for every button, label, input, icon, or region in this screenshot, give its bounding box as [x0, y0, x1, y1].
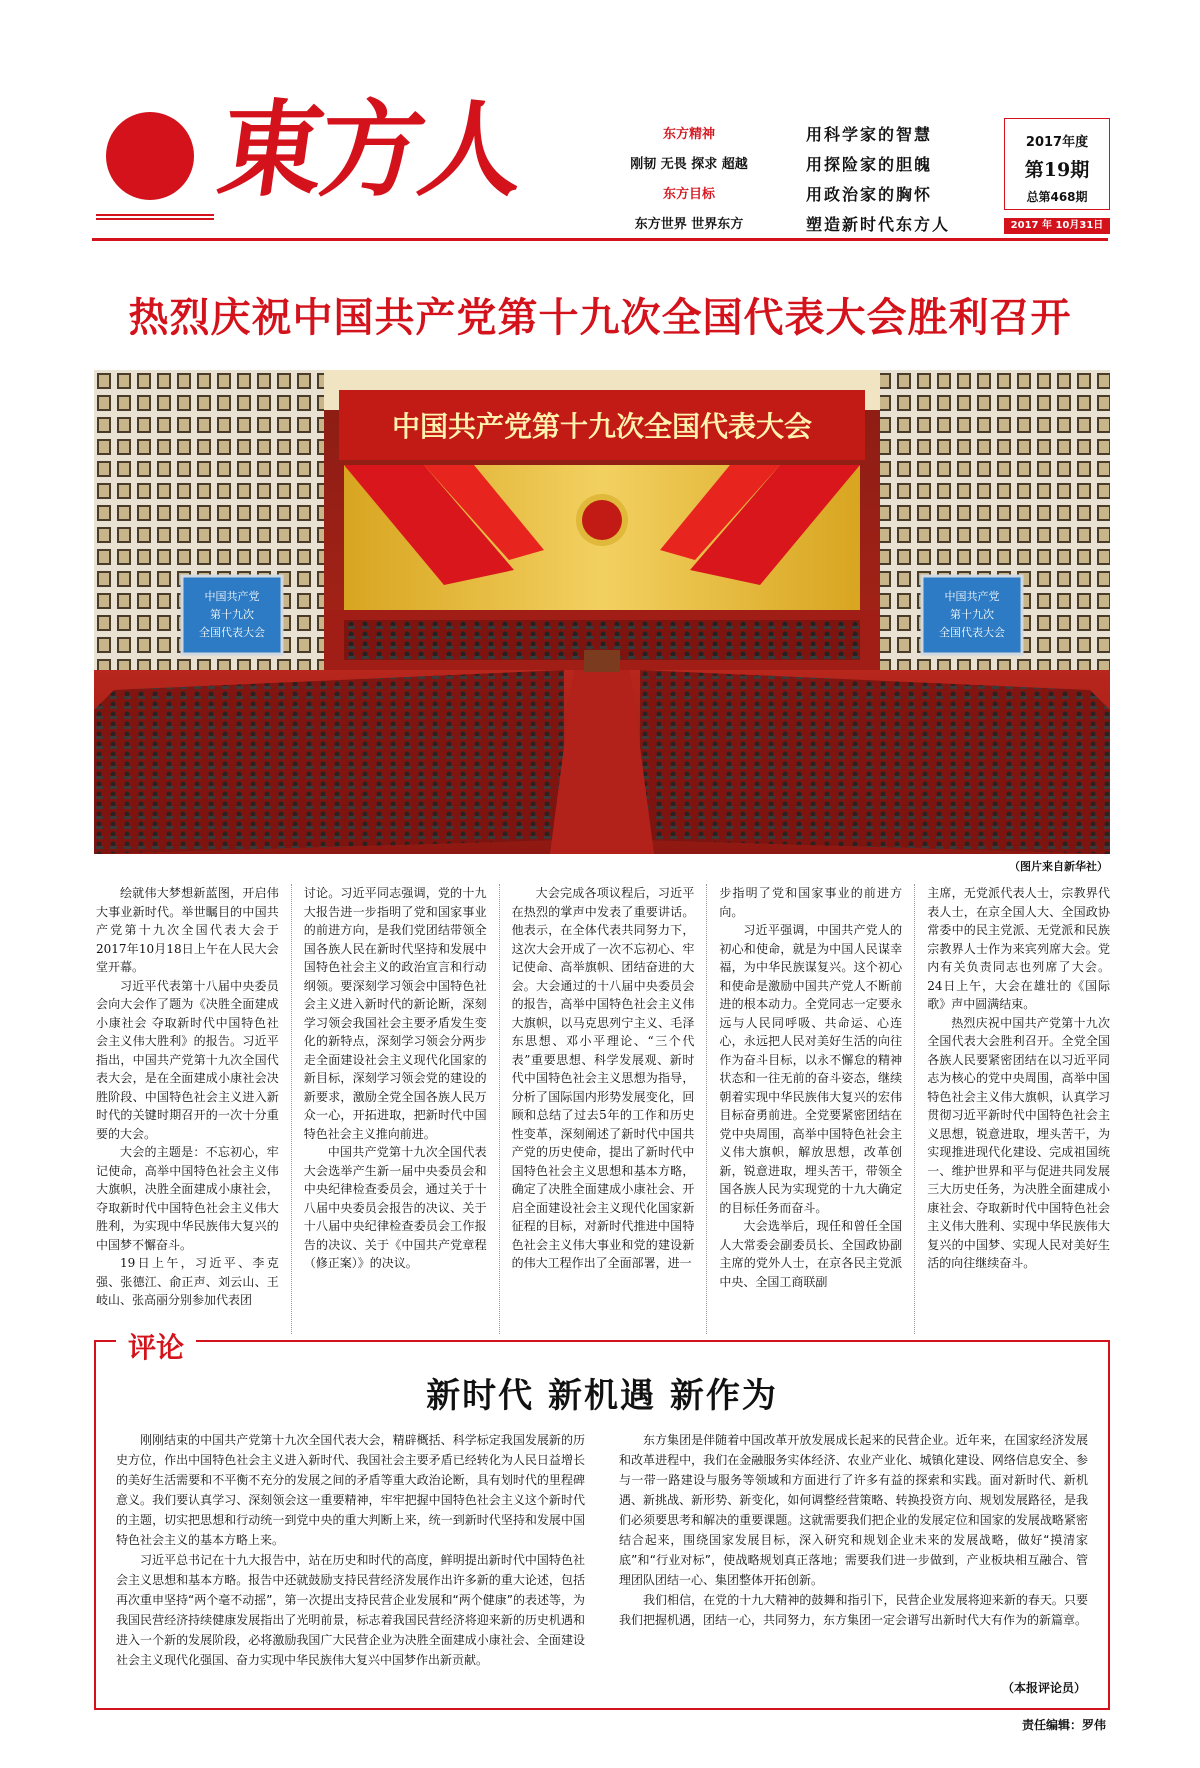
- issue-number: 第19期: [1024, 159, 1090, 181]
- slogan-line: 用科学家的智慧: [806, 125, 933, 144]
- commentary-box: [94, 1331, 1110, 1710]
- hall-banner-text: 中国共产党第十九次全国代表大会: [391, 410, 813, 443]
- slogan-block: [806, 122, 950, 242]
- masthead: [0, 0, 1200, 250]
- article-paragraph: 绘就伟大梦想新蓝图，开启伟大事业新时代。举世瞩目的中国共产党第十九次全国代表大会于2017年10月18日上午在人民大会堂开幕。: [96, 886, 279, 974]
- logo-base-lines: [96, 214, 214, 220]
- article-paragraph: 19日上午，习近平、李克强、张德江、俞正声、刘云山、王岐山、张高丽分别参加代表团: [96, 1256, 279, 1307]
- article-column: [96, 884, 292, 1334]
- commentary-paragraph: 东方集团是伴随着中国改革开放发展成长起来的民营企业。近年来，在国家经济发展和改革进程中，我们在金融服务实体经济、农业产业化、城镇化建设、网络信息安全、参与一带一路建设与服务等领域和方面进行了许多有益的探索和实践。面对新时代、新机遇、新挑战、新形势、新变化，如何调整经营策略、转换投资方向、规划发展路径，是我们必须要思考和解决的重要课题。这就需要我们把企业的发展定位和国家的发展战略紧密结合起来，围绕国家发展目标，深入研究和规划企业未来的发展战略，做好“摸清家底”和“行业对标”，使战略规划真正落地；需要我们进一步做到，产业板块相互融合、管理团队团结一心、集团整体开拓创新。: [619, 1433, 1088, 1587]
- congress-hall-photo: [94, 370, 1110, 854]
- issue-date: 2017 年 10月31日: [1004, 218, 1110, 234]
- article-column: [500, 884, 708, 1334]
- commentary-paragraph: 我们相信，在党的十九大精神的鼓舞和指引下，民营企业发展将迎来新的春天。只要我们把握机遇，团结一心，共同努力，东方集团一定会谱写出新时代大有作为的新篇章。: [619, 1593, 1088, 1627]
- masthead-rule: [92, 238, 1108, 241]
- article-column: [915, 884, 1110, 1334]
- left-screen-line: 中国共产党: [204, 590, 260, 603]
- main-article: [96, 884, 1110, 1334]
- article-paragraph: 大会完成各项议程后，习近平在热烈的掌声中发表了重要讲话。他表示，在全体代表共同努力下，这次大会开成了一次不忘初心、牢记使命、高举旗帜、团结奋进的大会。大会通过的十八届中央委员会的报告，高举中国特色社会主义伟大旗帜，以马克思列宁主义、毛泽东思想、邓小平理论、“三个代表”重要思想、科学发展观、新时代中国特色社会主义思想为指导，分析了国际国内形势发展变化，回顾和总结了过去5年的工作和历史性变革，深刻阐述了新时代中国共产党的历史使命，提出了新时代中国特色社会主义思想和基本方略，确定了决胜全面建成小康社会、开启全面建设社会主义现代化国家新征程的目标，对新时代推进中国特色社会主义伟大事业和党的建设新的伟大工程作出了全面部署，进一: [511, 886, 695, 1270]
- commentary-title: 新时代 新机遇 新作为: [426, 1376, 778, 1416]
- commentary-author: （本报评论员）: [1001, 1681, 1086, 1695]
- podium: [584, 650, 620, 672]
- article-column: [707, 884, 915, 1334]
- motto-heading-spirit: 东方精神: [662, 127, 715, 142]
- motto-block: [614, 128, 764, 248]
- motto-line-goal: 东方世界 世界东方: [634, 217, 744, 232]
- article-paragraph: 主席，无党派代表人士，宗教界代表人士，在京全国人大、全国政协常委中的民主党派、无党派和民族宗教界人士作为来宾列席大会。党内有关负责同志也列席了大会。24日上午，大会在雄壮的《国际歌》声中圆满结束。: [927, 886, 1110, 1011]
- left-screen-line: 第十九次: [210, 608, 254, 621]
- photo-credit: （图片来自新华社）: [1009, 860, 1108, 873]
- left-screen-line: 全国代表大会: [199, 626, 265, 639]
- right-screen-line: 第十九次: [950, 608, 994, 621]
- slogan-line: 用政治家的胸怀: [806, 185, 933, 204]
- article-paragraph: 大会选举后，现任和曾任全国人大常委会副委员长、全国政协副主席的党外人士，在京各民主党派中央、全国工商联副: [719, 1219, 903, 1289]
- motto-heading-goal: 东方目标: [662, 187, 715, 202]
- commentary-tag: 评论: [116, 1326, 196, 1366]
- responsible-editor: 责任编辑：罗伟: [1021, 1718, 1106, 1732]
- slogan-line: 用探险家的胆魄: [806, 155, 933, 174]
- congress-hall-illustration: [94, 370, 1110, 854]
- slogan-line: 塑造新时代东方人: [806, 215, 951, 234]
- issue-box: [1004, 118, 1110, 210]
- commentary-paragraph: 刚刚结束的中国共产党第十九次全国代表大会，精辟概括、科学标定我国发展新的历史方位，作出中国特色社会主义进入新时代、我国社会主要矛盾已经转化为人民日益增长的美好生活需要和不平衡不充分的发展之间的矛盾等重大政治论断，具有划时代的里程碑意义。我们要认真学习、深刻领会这一重要精神，牢牢把握中国特色社会主义这个新时代的主题，切实把思想和行动统一到党中央的重大判断上来，统一到新时代坚持和发展中国特色社会主义的基本方略上来。: [116, 1433, 585, 1547]
- article-paragraph: 习近平强调，中国共产党人的初心和使命，就是为中国人民谋幸福，为中华民族谋复兴。这个初心和使命是激励中国共产党人不断前进的根本动力。全党同志一定要永远与人民同呼吸、共命运、心连心，永远把人民对美好生活的向往作为奋斗目标，以永不懈怠的精神状态和一往无前的奋斗姿态，继续朝着实现中华民族伟大复兴的宏伟目标奋勇前进。全党要紧密团结在党中央周围，高举中国特色社会主义伟大旗帜，解放思想，改革创新，锐意进取，埋头苦干，带领全国各族人民为实现党的十九大确定的目标任务而奋斗。: [719, 923, 903, 1215]
- article-paragraph: 步指明了党和国家事业的前进方向。: [719, 886, 903, 919]
- article-paragraph: 热烈庆祝中国共产党第十九次全国代表大会胜利召开。全党全国各族人民要紧密团结在以习近平同志为核心的党中央周围，高举中国特色社会主义伟大旗帜，认真学习贯彻习近平新时代中国特色社会主义思想，锐意进取，埋头苦干，为实现推进现代化建设、完成祖国统一、维护世界和平与促进共同发展三大历史任务，为决胜全面建成小康社会、夺取新时代中国特色社会主义伟大胜利、实现中华民族伟大复兴的中国梦、实现人民对美好生活的向往继续奋斗。: [927, 1015, 1110, 1270]
- article-column: [292, 884, 500, 1334]
- commentary-column-left: [116, 1430, 585, 1696]
- commentary-columns: [116, 1430, 1088, 1696]
- newspaper-logo: 東方人: [211, 88, 529, 211]
- article-paragraph: 大会的主题是：不忘初心，牢记使命，高举中国特色社会主义伟大旗帜，决胜全面建成小康社会，夺取新时代中国特色社会主义伟大胜利，为实现中华民族伟大复兴的中国梦不懈奋斗。: [96, 1145, 279, 1252]
- right-screen-line: 全国代表大会: [939, 626, 1005, 639]
- article-paragraph: 习近平代表第十八届中央委员会向大会作了题为《决胜全面建成小康社会 夺取新时代中国特色社会主义伟大胜利》的报告。习近平指出，中国共产党第十九次全国代表大会，是在全面建成小康社会决胜阶段、中国特色社会主义进入新时代的关键时期召开的一次十分重要的大会。: [96, 978, 279, 1141]
- commentary-column-right: [619, 1430, 1088, 1696]
- motto-line-spirit: 刚韧 无畏 探求 超越: [630, 157, 748, 172]
- issue-year: 2017年度: [1025, 135, 1089, 150]
- red-sun-logo-icon: [106, 112, 194, 200]
- main-headline: 热烈庆祝中国共产党第十九次全国代表大会胜利召开: [128, 295, 1072, 341]
- right-screen-line: 中国共产党: [944, 590, 1000, 603]
- article-paragraph: 讨论。习近平同志强调，党的十九大报告进一步指明了党和国家事业的前进方向，是我们党团结带领全国各族人民在新时代坚持和发展中国特色社会主义的政治宣言和行动纲领。要深刻学习领会中国特色社会主义进入新时代的新论断，深刻学习领会我国社会主要矛盾发生变化的新特点，深刻学习领会分两步走全面建设社会主义现代化国家的新目标，深刻学习领会党的建设的新要求，激励全党全国各族人民万众一心，开拓进取，把新时代中国特色社会主义推向前进。: [303, 886, 487, 1141]
- article-paragraph: 中国共产党第十九次全国代表大会选举产生新一届中央委员会和中央纪律检查委员会，通过关于十八届中央委员会报告的决议、关于十八届中央纪律检查委员会工作报告的决议、关于《中国共产党章程（修正案）》的决议。: [303, 1145, 487, 1270]
- issue-total: 总第468期: [1026, 190, 1088, 204]
- commentary-paragraph: 习近平总书记在十九大报告中，站在历史和时代的高度，鲜明提出新时代中国特色社会主义思想和基本方略。报告中还就鼓励支持民营经济发展作出许多新的重大论述，包括再次重申坚持“两个毫不动摇”，第一次提出支持民营企业发展和“两个健康”的表述等，为我国民营经济持续健康发展指出了光明前景，标志着我国民营经济将迎来新的历史机遇和进入一个新的发展阶段，必将激励我国广大民营企业为决胜全面建成小康社会、全面建设社会主义现代化强国、奋力实现中华民族伟大复兴中国梦作出新贡献。: [116, 1553, 585, 1667]
